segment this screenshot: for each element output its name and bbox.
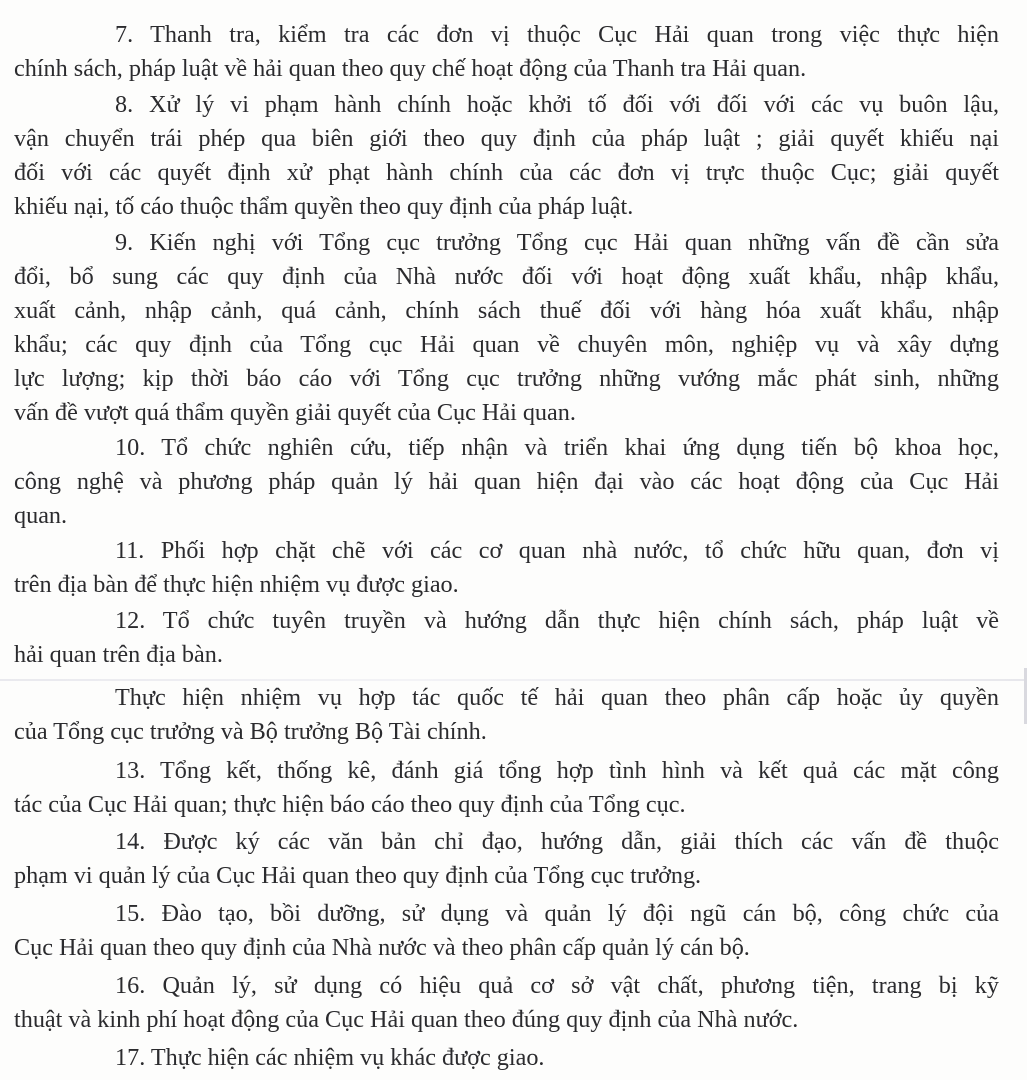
paragraph-item-17 <box>14 1041 999 1075</box>
text-line: 12. Tổ chức tuyên truyền và hướng dẫn thực hiện chính sách, pháp luật về <box>115 607 999 634</box>
text-line: 14. Được ký các văn bản chỉ đạo, hướng dẫn, giải thích các vấn đề thuộc <box>115 828 999 855</box>
paragraph-item-12 <box>14 604 999 672</box>
text-line: của Tổng cục trưởng và Bộ trưởng Bộ Tài chính. <box>14 718 487 745</box>
text-line: tác của Cục Hải quan; thực hiện báo cáo theo quy định của Tổng cục. <box>14 791 686 818</box>
text-line: 11. Phối hợp chặt chẽ với các cơ quan nhà nước, tổ chức hữu quan, đơn vị <box>115 537 999 564</box>
paragraph-item-10 <box>14 431 999 533</box>
faint-stamp-mark <box>28 0 158 20</box>
text-line: chính sách, pháp luật về hải quan theo quy chế hoạt động của Thanh tra Hải quan. <box>14 55 807 82</box>
paragraph-item-7 <box>14 18 999 86</box>
text-line: phạm vi quản lý của Cục Hải quan theo quy định của Tổng cục trưởng. <box>14 862 702 889</box>
paragraph-item-9 <box>14 226 999 430</box>
text-line: lực lượng; kịp thời báo cáo với Tổng cục trưởng những vướng mắc phát sinh, những <box>14 365 999 392</box>
text-line: thuật và kinh phí hoạt động của Cục Hải quan theo đúng quy định của Nhà nước. <box>14 1006 799 1033</box>
text-line: khẩu; các quy định của Tổng cục Hải quan về chuyên môn, nghiệp vụ và xây dựng <box>14 331 999 358</box>
paragraph-item-11 <box>14 534 999 602</box>
text-line: 7. Thanh tra, kiểm tra các đơn vị thuộc Cục Hải quan trong việc thực hiện <box>115 21 999 48</box>
paragraph-item-16 <box>14 969 999 1037</box>
text-line: 10. Tổ chức nghiên cứu, tiếp nhận và triển khai ứng dụng tiến bộ khoa học, <box>115 434 999 461</box>
text-line: 16. Quản lý, sử dụng có hiệu quả cơ sở vật chất, phương tiện, trang bị kỹ <box>115 972 999 999</box>
text-line: khiếu nại, tố cáo thuộc thẩm quyền theo quy định của pháp luật. <box>14 193 634 220</box>
text-line: hải quan trên địa bàn. <box>14 641 223 668</box>
paragraph-item-8 <box>14 88 999 224</box>
text-line: đổi, bổ sung các quy định của Nhà nước đối với hoạt động xuất khẩu, nhập khẩu, <box>14 263 999 290</box>
paragraph-item-13 <box>14 754 999 822</box>
text-line: vận chuyển trái phép qua biên giới theo quy định của pháp luật ; giải quyết khiếu nại <box>14 125 999 152</box>
text-line: 15. Đào tạo, bồi dưỡng, sử dụng và quản lý đội ngũ cán bộ, công chức của <box>115 900 999 927</box>
text-line: trên địa bàn để thực hiện nhiệm vụ được giao. <box>14 571 459 598</box>
text-line: công nghệ và phương pháp quản lý hải quan hiện đại vào các hoạt động của Cục Hải <box>14 468 999 495</box>
text-line: vấn đề vượt quá thẩm quyền giải quyết của Cục Hải quan. <box>14 399 576 426</box>
text-line: 13. Tổng kết, thống kê, đánh giá tổng hợp tình hình và kết quả các mặt công <box>115 757 999 784</box>
text-line: đối với các quyết định xử phạt hành chính của các đơn vị trực thuộc Cục; giải quyết <box>14 159 999 186</box>
text-line: 17. Thực hiện các nhiệm vụ khác được giao. <box>115 1044 545 1071</box>
text-line: Thực hiện nhiệm vụ hợp tác quốc tế hải quan theo phân cấp hoặc ủy quyền <box>115 684 999 711</box>
text-line: 9. Kiến nghị với Tổng cục trưởng Tổng cục Hải quan những vấn đề cần sửa <box>115 229 999 256</box>
text-line: quan. <box>14 502 68 529</box>
text-line: 8. Xử lý vi phạm hành chính hoặc khởi tố đối với đối với các vụ buôn lậu, <box>115 91 999 118</box>
paragraph-item-12-cont <box>14 681 999 749</box>
text-line: xuất cảnh, nhập cảnh, quá cảnh, chính sách thuế đối với hàng hóa xuất khẩu, nhập <box>14 297 999 324</box>
paragraph-item-14 <box>14 825 999 893</box>
paragraph-item-15 <box>14 897 999 965</box>
text-line: Cục Hải quan theo quy định của Nhà nước và theo phân cấp quản lý cán bộ. <box>14 934 750 961</box>
